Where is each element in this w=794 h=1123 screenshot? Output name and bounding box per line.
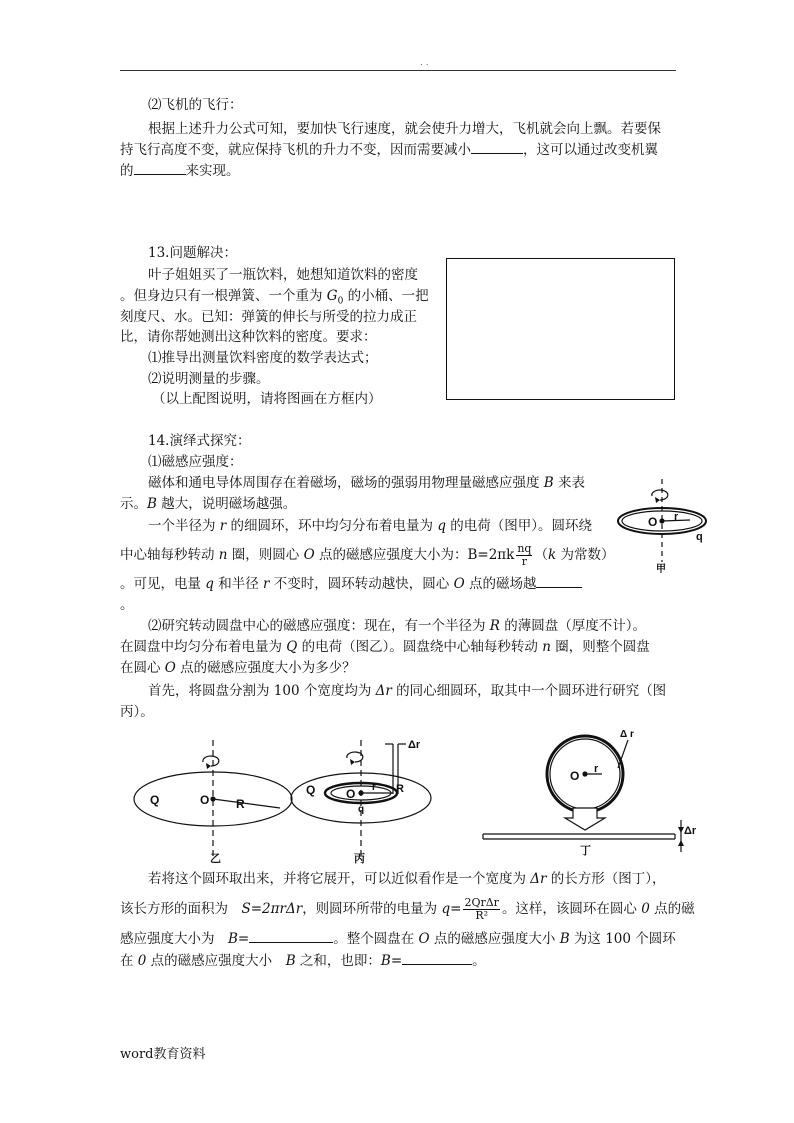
fig-bing-Q-label: Q bbox=[306, 783, 316, 797]
fig-yi-R-label: R bbox=[236, 797, 245, 811]
fig-ding-dr-right: Δr bbox=[684, 825, 697, 837]
fig-bing-q-label: q bbox=[358, 804, 365, 815]
answer-blank-3[interactable] bbox=[536, 573, 582, 588]
q14-para2-line3: 。可见，电量 q 和半径 r 不变时，圆环转动越快，圆心 O 点的磁场越 bbox=[120, 573, 582, 595]
q14-para1-line1: 磁体和通电导体周围存在着磁场，磁场的强弱用物理量磁感应强度 B 来表 bbox=[148, 475, 586, 491]
fig-bing-dr-label: Δr bbox=[408, 739, 421, 751]
charge-fraction: $\frac{\text{2QrΔr}}{\text{R²}}$ bbox=[464, 896, 499, 922]
q14-title: 14.演绎式探究： bbox=[148, 433, 251, 449]
formula-fraction: $\frac{nq}{r}$ bbox=[517, 542, 532, 568]
rotation-arrow-icon bbox=[652, 490, 668, 500]
flight-line-3: 的 来实现。 bbox=[120, 160, 240, 182]
q14-para4-line1: 若将这个圆环取出来，并将它展开，可以近似看作是一个宽度为 Δr 的长方形（图丁）， bbox=[148, 871, 666, 887]
fig-yi-O-label: O bbox=[200, 793, 210, 807]
answer-blank-4[interactable] bbox=[249, 928, 333, 943]
fig-ding-dr-top: Δ r bbox=[620, 729, 634, 740]
fig-jia-r-label: r bbox=[674, 511, 679, 523]
q14-para3-line2: 丙）。 bbox=[120, 704, 154, 720]
answer-blank-1[interactable] bbox=[471, 139, 523, 154]
figure-bing bbox=[291, 740, 431, 857]
fig-ding-r-label: r bbox=[594, 763, 599, 775]
q14-sub2-line3: 在圆心 O 点的磁感应强度大小为多少？ bbox=[120, 660, 356, 676]
q14-para4-line4: 在 0 点的磁感应强度大小 B 之和，也即：B= 。 bbox=[120, 950, 486, 972]
q13-line-1: 叶子姐姐买了一瓶饮料，她想知道饮料的密度 bbox=[148, 267, 418, 283]
q13-title: 13.问题解决： bbox=[148, 245, 237, 261]
flight-line-2: 持飞行高度不变，就应保持飞机的升力不变，因而需要减小 ，这可以通过改变机翼 bbox=[120, 139, 658, 161]
q13-line-3: 刻度尺、水。已知：弹簧的伸长与所受的拉力成正 bbox=[120, 309, 417, 325]
fig-yi-caption: 乙 bbox=[210, 853, 221, 865]
q13-line-6: ⑵说明测量的步骤。 bbox=[148, 371, 270, 387]
q13-line-4: 比，请你帮她测出这种饮料的密度。要求： bbox=[120, 329, 377, 345]
q14-sub2-line2: 在圆盘中均匀分布着电量为 Q 的电荷（图乙）。圆盘绕中心轴每秒转动 n 圈，则整个圆盘 bbox=[120, 639, 650, 655]
q14-para3-line1: 首先，将圆盘分割为 100 个宽度均为 Δr 的同心细圆环，取其中一个圆环进行研究（图 bbox=[148, 683, 667, 699]
fig-bing-r-label: r bbox=[372, 782, 376, 793]
q14-sub2-line1: ⑵研究转动圆盘中心的磁感应强度：现在，有一个半径为 R 的薄圆盘（厚度不计）。 bbox=[148, 618, 647, 634]
flight-line-1: 根据上述升力公式可知，要加快飞行速度，就会使升力增大，飞机就会向上飘。若要保 bbox=[148, 121, 661, 137]
footer-text: word教育资料 bbox=[120, 1047, 206, 1062]
flight-heading: ⑵飞机的飞行： bbox=[148, 97, 243, 113]
q14-para1-line2: 示。B 越大，说明磁场越强。 bbox=[120, 496, 297, 512]
figure-jia bbox=[612, 474, 710, 576]
q14-para4-line3: 感应强度大小为 B= 。整个圆盘在 O 点的磁感应强度大小 B 为这 100 个圆环 bbox=[120, 928, 676, 950]
q13-line-2: 。但身边只有一根弹簧、一个重为 $G_0$ 的小桶、一把 bbox=[120, 288, 429, 307]
q13-line-7: （以上配图说明，请将图画在方框内） bbox=[152, 391, 382, 407]
fig-ding-caption: 丁 bbox=[580, 845, 591, 857]
drawing-answer-box[interactable] bbox=[446, 258, 675, 400]
fig-yi-Q-label: Q bbox=[150, 793, 160, 807]
header-dots: . . bbox=[420, 58, 429, 68]
fig-bing-O-label: O bbox=[346, 787, 356, 801]
q14-sub1: ⑴磁感应强度： bbox=[148, 454, 243, 470]
q13-line-5: ⑴推导出测量饮料密度的数学表达式； bbox=[148, 350, 378, 366]
q14-para2-line4: 。 bbox=[120, 597, 134, 613]
fig-jia-O-label: O bbox=[648, 515, 658, 529]
q14-para2-line2: 中心轴每秒转动 n 圈，则圆心 O 点的磁感应强度大小为：B=2πk $\frac{nq}{r}$ （k 为常数） bbox=[120, 542, 615, 568]
q14-para2-line1: 一个半径为 r 的细圆环，环中均匀分布着电量为 q 的电荷（图甲）。圆环绕 bbox=[148, 518, 593, 534]
fig-bing-R-label: R bbox=[396, 783, 404, 795]
fig-jia-q-label: q bbox=[696, 531, 703, 543]
fig-jia-caption: 甲 bbox=[656, 564, 666, 575]
answer-blank-2[interactable] bbox=[134, 160, 186, 175]
q14-para4-line2: 该长方形的面积为 S=2πrΔr，则圆环所带的电量为 q= $\frac{\text{2QrΔr}}{\text{R²}}$ 。这样，该圆环在圆心 0 点的磁 bbox=[120, 896, 695, 922]
fig-ding-O-label: O bbox=[570, 769, 580, 783]
fig-bing-caption: 丙 bbox=[354, 853, 365, 865]
figure-ding bbox=[483, 736, 684, 852]
header-rule bbox=[120, 70, 676, 71]
answer-blank-5[interactable] bbox=[402, 950, 472, 965]
rotation-arrow-icon bbox=[203, 756, 219, 766]
figures-row bbox=[110, 722, 710, 867]
